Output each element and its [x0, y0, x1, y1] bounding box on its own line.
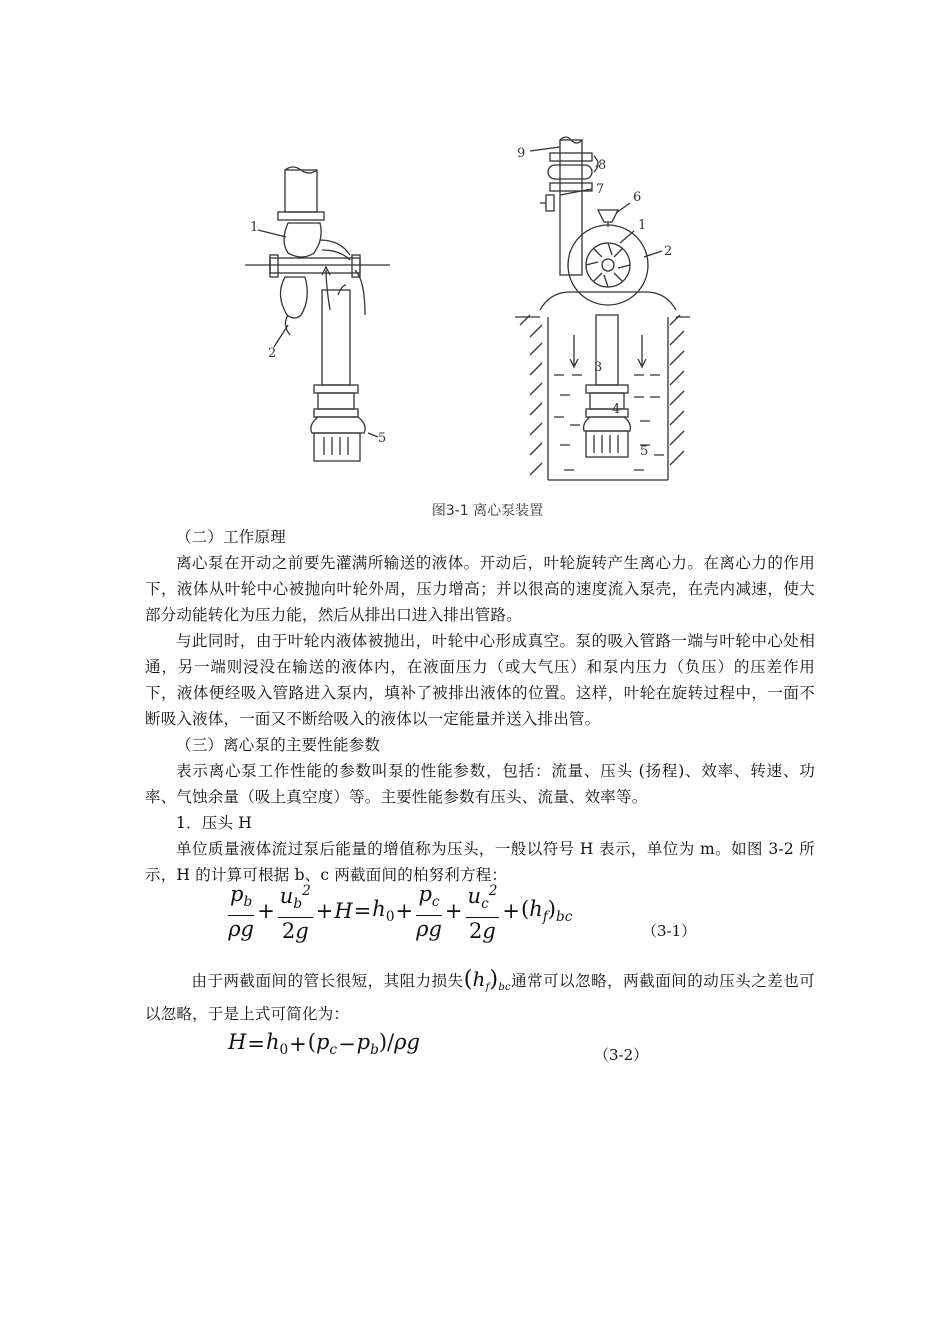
equation-3-1-number: （3-1）: [642, 922, 697, 940]
para-after-eq1-part1: 由于两截面间的管长很短，其阻力损失: [191, 972, 464, 990]
label-right-4: 4: [612, 402, 621, 417]
para-principle-2: 与此同时，由于叶轮内液体被抛出，叶轮中心形成真空。泵的吸入管路一端与叶轮中心处相通，另一端则浸没在输送的液体内，在液面压力（或大气压）和泵内压力（负压）的压差作用下，液体便经吸入管路进入泵内，填补了被排出液体的位置。这样，叶轮在旋转过程中，一面不断吸入液体，一面又不断给吸入的液体以一定能量并送入排出管。: [145, 632, 815, 728]
figure-caption: 图3-1 离心泵装置: [431, 503, 544, 519]
pump-diagram: [230, 125, 690, 495]
label-right-7: 7: [596, 182, 605, 197]
body-text: [145, 524, 815, 888]
para-after-eq1-part2: 通常可以忽略，两截面间的动压头之差也可以忽略，于是上式可简化为：: [145, 972, 815, 1024]
label-right-2: 2: [664, 244, 673, 259]
label-right-5: 5: [640, 444, 649, 459]
label-right-3: 3: [594, 360, 603, 375]
equation-3-1: $\frac{p_b}{\rho g}$ + $\frac{u_b^2}{2g}$ $+H=h_0+$ $\frac{p_c}{\rho g}$ + $\frac{u_c^2}{2g}$ $+(h_f)_{bc}$: [226, 878, 572, 944]
heading-performance-params: （三）离心泵的主要性能参数: [176, 736, 381, 754]
heading-working-principle: （二）工作原理: [176, 528, 286, 546]
label-left-2: 2: [268, 346, 277, 361]
inline-friction-loss: $(h_f)_{bc}$: [463, 967, 511, 994]
para-principle-1: 离心泵在开动之前要先灌满所输送的液体。开动后，叶轮旋转产生离心力。在离心力的作用下，液体从叶轮中心被抛向叶轮外周，压力增高；并以很高的速度流入泵壳，在壳内减速，使大部分动能转化为压力能，然后从排出口进入排出管路。: [145, 554, 815, 624]
label-right-9: 9: [517, 146, 526, 161]
para-params: 表示离心泵工作性能的参数叫泵的性能参数，包括：流量、压头 (扬程)、效率、转速、功率、气蚀余量（吸上真空度）等。主要性能参数有压头、流量、效率等。: [145, 762, 815, 806]
para-head-definition: 单位质量液体流过泵后能量的增值称为压头，一般以符号 H 表示，单位为 m。如图 3-2 所示，H 的计算可根据 b、c 两截面间的柏努利方程：: [145, 840, 815, 884]
label-left-1: 1: [250, 220, 259, 235]
heading-head-h: 1．压头 H: [176, 814, 253, 832]
label-left-5: 5: [378, 431, 387, 446]
label-right-1: 1: [638, 218, 647, 233]
para-after-eq1: [145, 966, 815, 1027]
pump-figure: [230, 125, 690, 495]
equation-3-2-number: （3-2）: [594, 1046, 649, 1064]
label-right-6: 6: [633, 190, 642, 205]
label-right-8: 8: [598, 158, 607, 173]
equation-3-2: $H=h_0+(p_c-p_b)/\rho g$: [228, 1030, 420, 1059]
